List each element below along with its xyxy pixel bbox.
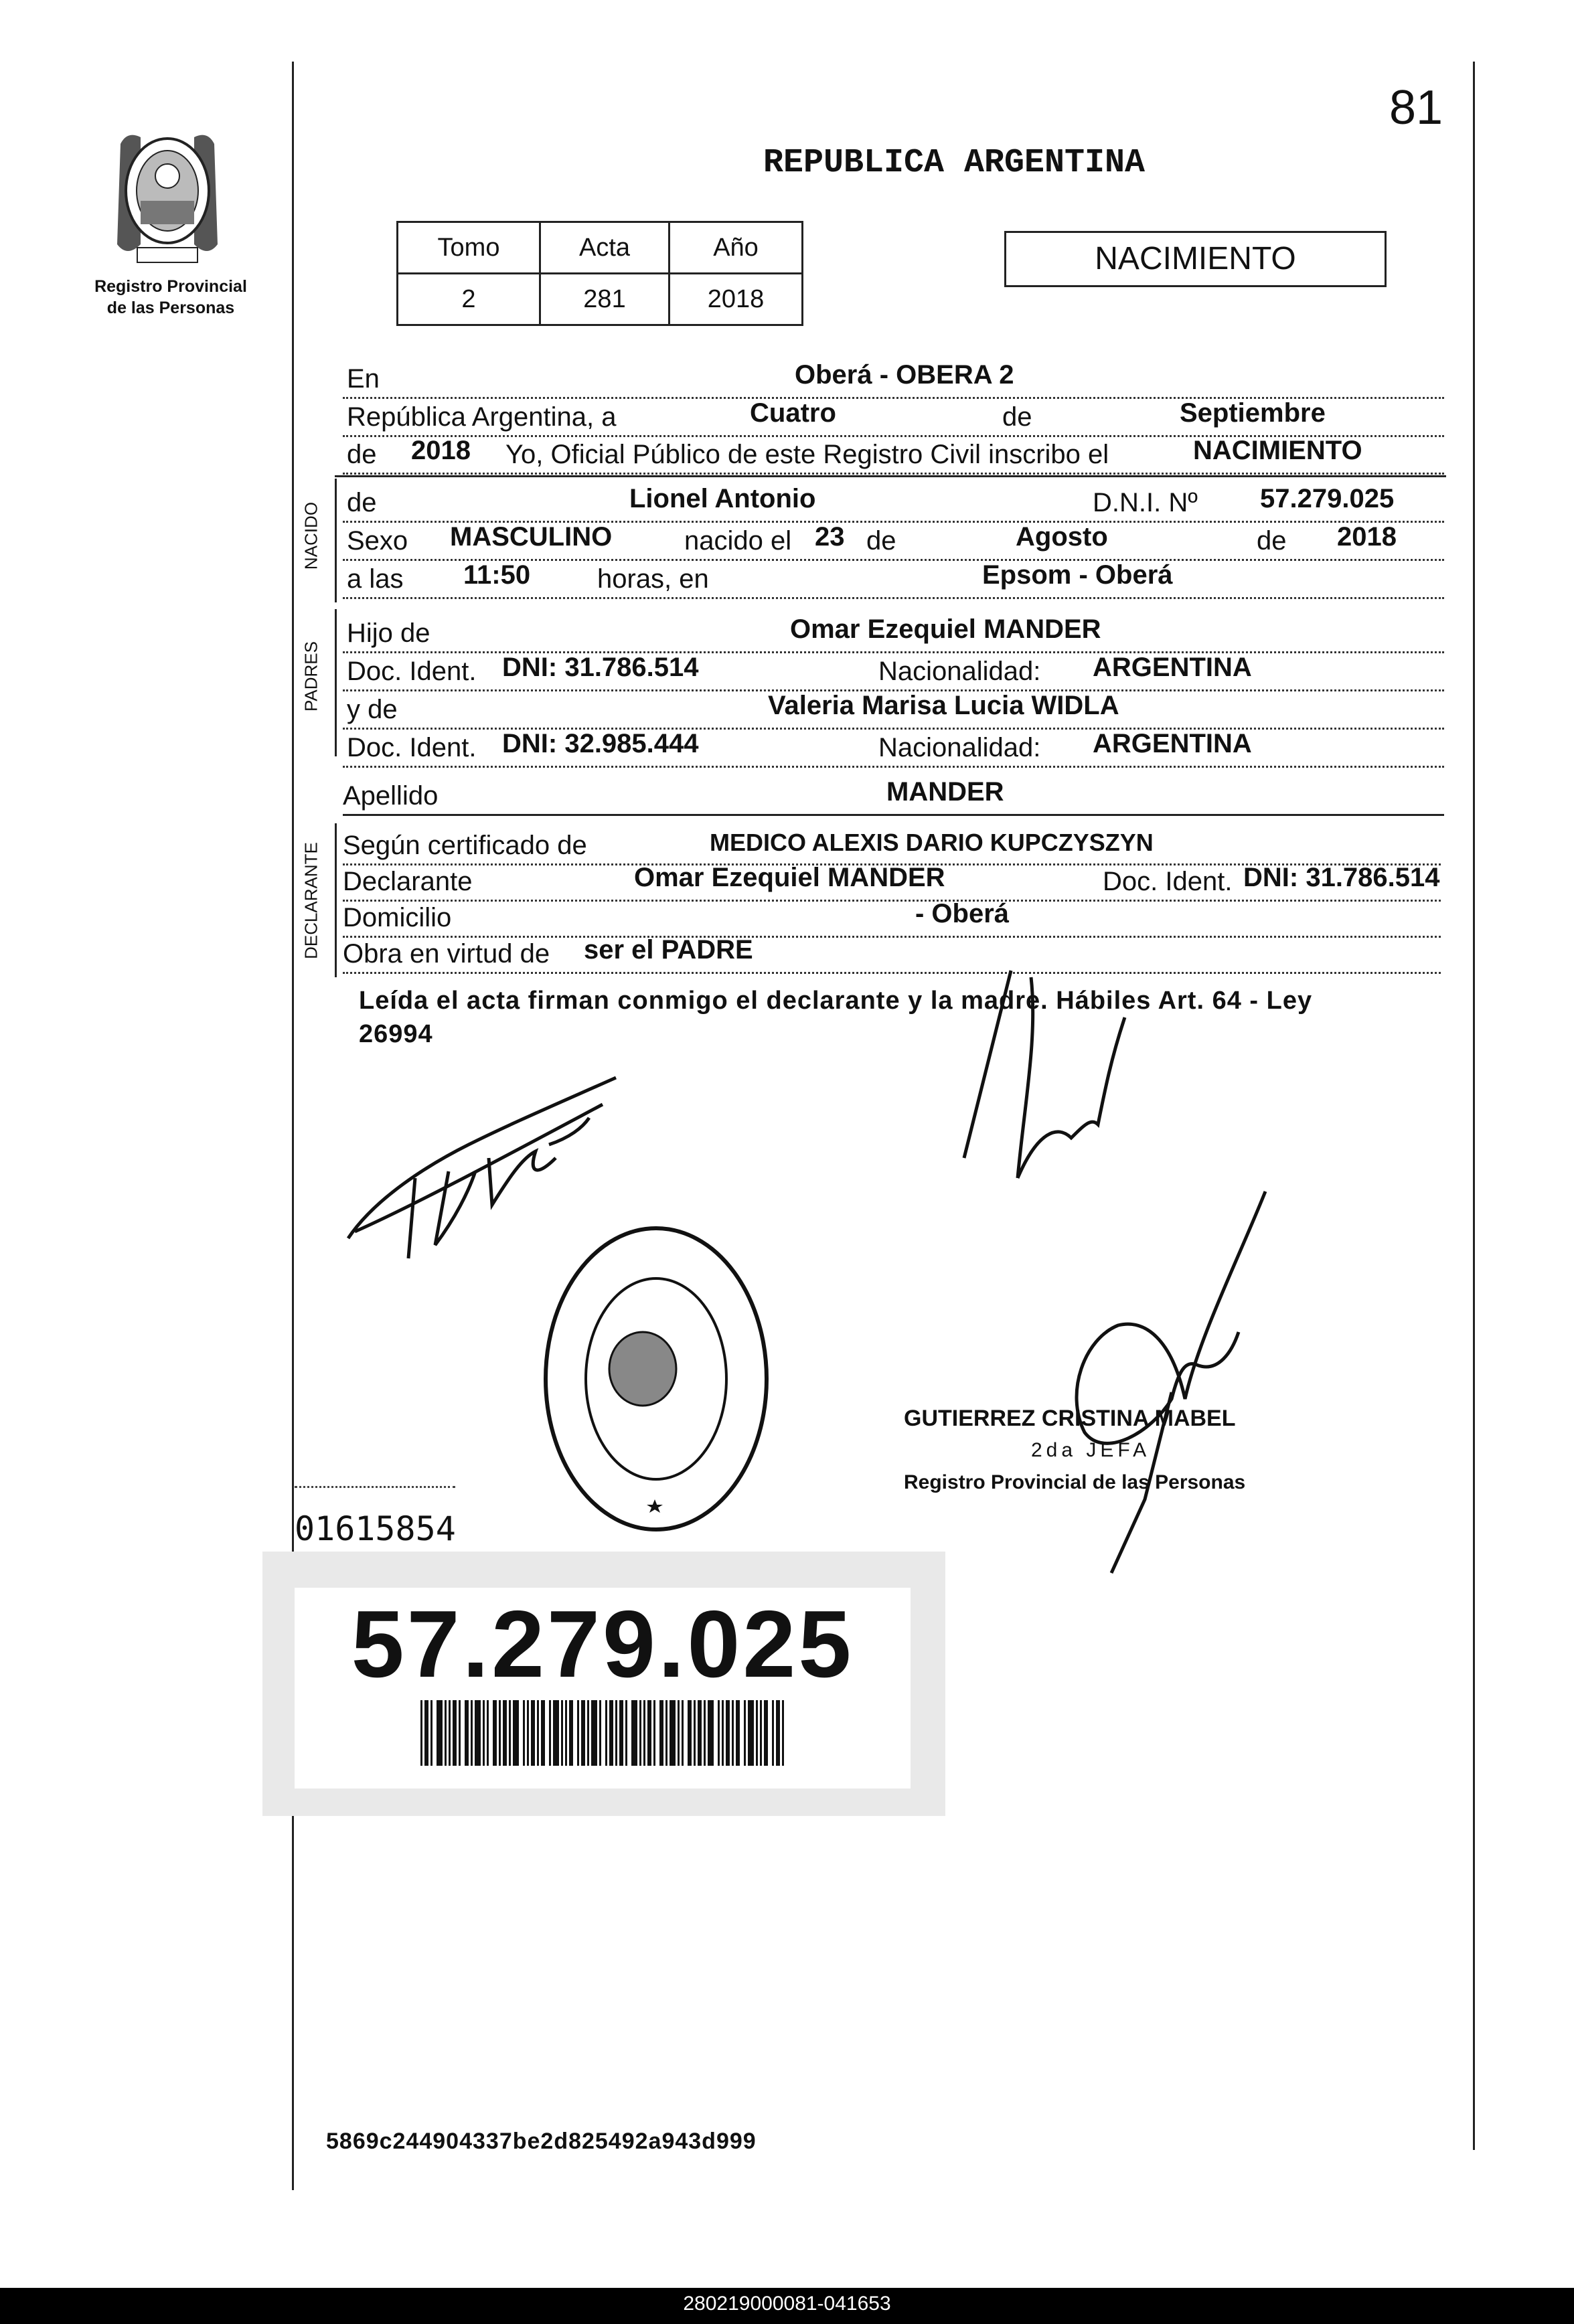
- official-name: GUTIERREZ CRISTINA MABEL: [904, 1406, 1236, 1431]
- value-birth-year: 2018: [1337, 522, 1397, 552]
- official-role: 2da JEFA: [1031, 1439, 1151, 1461]
- barcode-bar: [493, 1700, 497, 1766]
- barcode-bar: [744, 1700, 746, 1766]
- row-certificado: [343, 825, 1441, 865]
- barcode-icon: [420, 1700, 789, 1766]
- value-padre: Omar Ezequiel MANDER: [790, 614, 1101, 644]
- label-de-2: de: [1257, 526, 1287, 556]
- value-nac-madre: ARGENTINA: [1093, 729, 1252, 758]
- serial-dotted-rule: [295, 1486, 455, 1492]
- value-madre: Valeria Marisa Lucia WIDLA: [768, 691, 1119, 720]
- barcode-bar: [764, 1700, 768, 1766]
- barcode-bar: [698, 1700, 702, 1766]
- row-en: [343, 358, 1444, 399]
- barcode-bar: [639, 1700, 641, 1766]
- value-dni: 57.279.025: [1260, 484, 1395, 513]
- barcode-bar: [591, 1700, 597, 1766]
- nacido-side-bar: [335, 479, 337, 602]
- label-en: En: [347, 364, 380, 394]
- barcode-bar: [631, 1700, 637, 1766]
- label-hijo-de: Hijo de: [347, 618, 430, 648]
- barcode-bar: [776, 1700, 780, 1766]
- value-domicilio: - Oberá: [915, 899, 1010, 928]
- document-title: REPUBLICA ARGENTINA: [763, 144, 1146, 182]
- label-de: de: [1002, 402, 1032, 432]
- barcode-bar: [659, 1700, 663, 1766]
- registry-seal: [536, 1218, 777, 1540]
- value-year: 2018: [411, 436, 471, 465]
- barcode-bar: [531, 1700, 535, 1766]
- row-oficial: [343, 434, 1444, 475]
- barcode-bar: [670, 1700, 676, 1766]
- value-apellido: MANDER: [886, 777, 1004, 807]
- side-label-padres: PADRES: [301, 641, 321, 712]
- barcode-bar: [605, 1700, 607, 1766]
- barcode-bar: [726, 1700, 730, 1766]
- barcode-bar: [449, 1700, 451, 1766]
- official-caption: [904, 1402, 1245, 1499]
- barcode-bar: [704, 1700, 706, 1766]
- row-doc-padre: [343, 651, 1444, 691]
- header-ano: Año: [670, 222, 803, 274]
- label-de-1: de: [866, 526, 896, 556]
- label-nacido-de: de: [347, 488, 377, 517]
- label-doc-declarante: Doc. Ident.: [1103, 867, 1233, 896]
- value-doc-padre: DNI: 31.786.514: [502, 653, 699, 682]
- value-acta: 281: [540, 274, 670, 325]
- value-certificado: MEDICO ALEXIS DARIO KUPCZYSZYN: [710, 829, 1154, 856]
- barcode-bar: [471, 1700, 473, 1766]
- page-number: 81: [1389, 81, 1443, 135]
- barcode-bar: [549, 1700, 551, 1766]
- row-doc-madre: [343, 727, 1444, 768]
- label-a-las: a las: [347, 564, 404, 594]
- barcode-bar: [615, 1700, 617, 1766]
- document-hash: 5869c244904337be2d825492a943d999: [326, 2129, 757, 2154]
- label-nac-padre: Nacionalidad:: [878, 657, 1041, 686]
- padres-side-bar: [335, 609, 337, 756]
- label-y-de: y de: [347, 695, 398, 724]
- barcode-bar: [708, 1700, 714, 1766]
- closing-statement: [359, 984, 1443, 1051]
- barcode-bar: [487, 1700, 489, 1766]
- label-doc-madre: Doc. Ident.: [347, 733, 477, 762]
- provincial-emblem: [100, 124, 234, 274]
- barcode-bar: [760, 1700, 762, 1766]
- misiones-coat-of-arms-icon: [100, 124, 234, 271]
- row-nacido-name: [343, 482, 1444, 523]
- row-hijo-de: [343, 612, 1444, 653]
- record-type-box: NACIMIENTO: [1004, 231, 1387, 287]
- barcode-bar: [722, 1700, 724, 1766]
- barcode-bar: [619, 1700, 623, 1766]
- header-acta: Acta: [540, 222, 670, 274]
- barcode-bar: [682, 1700, 684, 1766]
- barcode-bar: [459, 1700, 461, 1766]
- row-fecha: [343, 396, 1444, 437]
- barcode-bar: [782, 1700, 784, 1766]
- label-nac-madre: Nacionalidad:: [878, 733, 1041, 762]
- value-nac-padre: ARGENTINA: [1093, 653, 1252, 682]
- value-inscribe: NACIMIENTO: [1193, 436, 1362, 465]
- row-apellido: [343, 775, 1444, 816]
- label-republica: República Argentina, a: [347, 402, 617, 432]
- registry-box: [396, 221, 803, 326]
- barcode-bar: [453, 1700, 457, 1766]
- barcode-bar: [541, 1700, 545, 1766]
- closing-line-2: 26994: [359, 1020, 433, 1048]
- barcode-bar: [718, 1700, 720, 1766]
- value-nacido-name: Lionel Antonio: [629, 484, 816, 513]
- label-sexo: Sexo: [347, 526, 408, 556]
- row-obra: [343, 933, 1441, 974]
- value-obra: ser el PADRE: [584, 935, 753, 965]
- barcode-bar: [465, 1700, 469, 1766]
- left-margin-rule: [292, 62, 294, 2190]
- official-office: Registro Provincial de las Personas: [904, 1471, 1246, 1493]
- barcode-bar: [509, 1700, 511, 1766]
- official-signature: [984, 1178, 1292, 1580]
- value-en: Oberá - OBERA 2: [795, 360, 1014, 390]
- barcode-bar: [499, 1700, 501, 1766]
- label-apellido: Apellido: [343, 781, 439, 811]
- barcode-bar: [609, 1700, 613, 1766]
- barcode-bar: [581, 1700, 585, 1766]
- row-sexo: [343, 520, 1444, 561]
- barcode-bar: [565, 1700, 567, 1766]
- barcode-bar: [420, 1700, 422, 1766]
- label-nacido-el: nacido el: [684, 526, 792, 556]
- dni-label-number: 57.279.025: [351, 1591, 854, 1697]
- value-ano: 2018: [670, 274, 803, 325]
- barcode-bar: [430, 1700, 432, 1766]
- value-time: 11:50: [463, 560, 531, 590]
- label-horas-en: horas, en: [597, 564, 709, 594]
- label-certificado: Según certificado de: [343, 831, 587, 860]
- value-place: Epsom - Oberá: [982, 560, 1173, 590]
- barcode-bar: [483, 1700, 485, 1766]
- serial-number: 01615854: [295, 1509, 456, 1548]
- emblem-caption: [74, 276, 268, 319]
- value-doc-declarante: DNI: 31.786.514: [1243, 863, 1440, 892]
- value-month: Septiembre: [1180, 398, 1326, 428]
- barcode-bar: [527, 1700, 529, 1766]
- header-tomo: Tomo: [398, 222, 540, 274]
- barcode-bar: [678, 1700, 680, 1766]
- barcode-bar: [561, 1700, 563, 1766]
- barcode-bar: [424, 1700, 428, 1766]
- barcode-bar: [653, 1700, 655, 1766]
- emblem-caption-line2: de las Personas: [106, 299, 235, 317]
- barcode-bar: [736, 1700, 740, 1766]
- value-birth-day: 23: [815, 522, 845, 552]
- label-dni: D.N.I. Nº: [1093, 488, 1198, 517]
- barcode-bar: [688, 1700, 692, 1766]
- value-declarante: Omar Ezequiel MANDER: [634, 863, 945, 892]
- barcode-bar: [756, 1700, 758, 1766]
- barcode-bar: [513, 1700, 519, 1766]
- label-declarante: Declarante: [343, 867, 473, 896]
- value-day: Cuatro: [750, 398, 836, 428]
- emblem-caption-line1: Registro Provincial: [94, 277, 247, 296]
- barcode-bar: [523, 1700, 525, 1766]
- barcode-bar: [625, 1700, 627, 1766]
- row-declarante: [343, 861, 1441, 902]
- barcode-bar: [587, 1700, 589, 1766]
- label-doc-padre: Doc. Ident.: [347, 657, 477, 686]
- barcode-bar: [643, 1700, 645, 1766]
- label-oficial: Yo, Oficial Público de este Registro Civil inscribo el: [505, 440, 1109, 469]
- closing-line-1: Leída el acta firman conmigo el declarante y la madre. Hábiles Art. 64 - Ley: [359, 987, 1313, 1015]
- side-label-nacido: NACIDO: [301, 501, 321, 570]
- row-y-de: [343, 689, 1444, 730]
- declarante-side-bar: [335, 823, 337, 977]
- label-obra: Obra en virtud de: [343, 939, 550, 969]
- value-sexo: MASCULINO: [450, 522, 613, 552]
- barcode-bar: [665, 1700, 667, 1766]
- barcode-bar: [732, 1700, 734, 1766]
- row-hora: [343, 558, 1444, 599]
- side-label-declarante: DECLARANTE: [301, 842, 321, 959]
- barcode-bar: [475, 1700, 481, 1766]
- barcode-bar: [569, 1700, 573, 1766]
- value-tomo: 2: [398, 274, 540, 325]
- barcode-bar: [503, 1700, 507, 1766]
- value-doc-madre: DNI: 32.985.444: [502, 729, 699, 758]
- label-domicilio: Domicilio: [343, 903, 452, 932]
- barcode-bar: [577, 1700, 579, 1766]
- footer-code: 280219000081-041653: [683, 2293, 891, 2315]
- barcode-bar: [772, 1700, 774, 1766]
- value-birth-month: Agosto: [1016, 522, 1108, 552]
- label-year-prefix: de: [347, 440, 377, 469]
- row-domicilio: [343, 897, 1441, 938]
- right-margin-rule: [1473, 62, 1475, 2150]
- barcode-bar: [445, 1700, 447, 1766]
- barcode-bar: [537, 1700, 539, 1766]
- barcode-bar: [694, 1700, 696, 1766]
- barcode-bar: [553, 1700, 559, 1766]
- barcode-bar: [437, 1700, 443, 1766]
- section-divider: [335, 475, 1446, 477]
- barcode-bar: [647, 1700, 651, 1766]
- barcode-bar: [748, 1700, 754, 1766]
- barcode-bar: [599, 1700, 601, 1766]
